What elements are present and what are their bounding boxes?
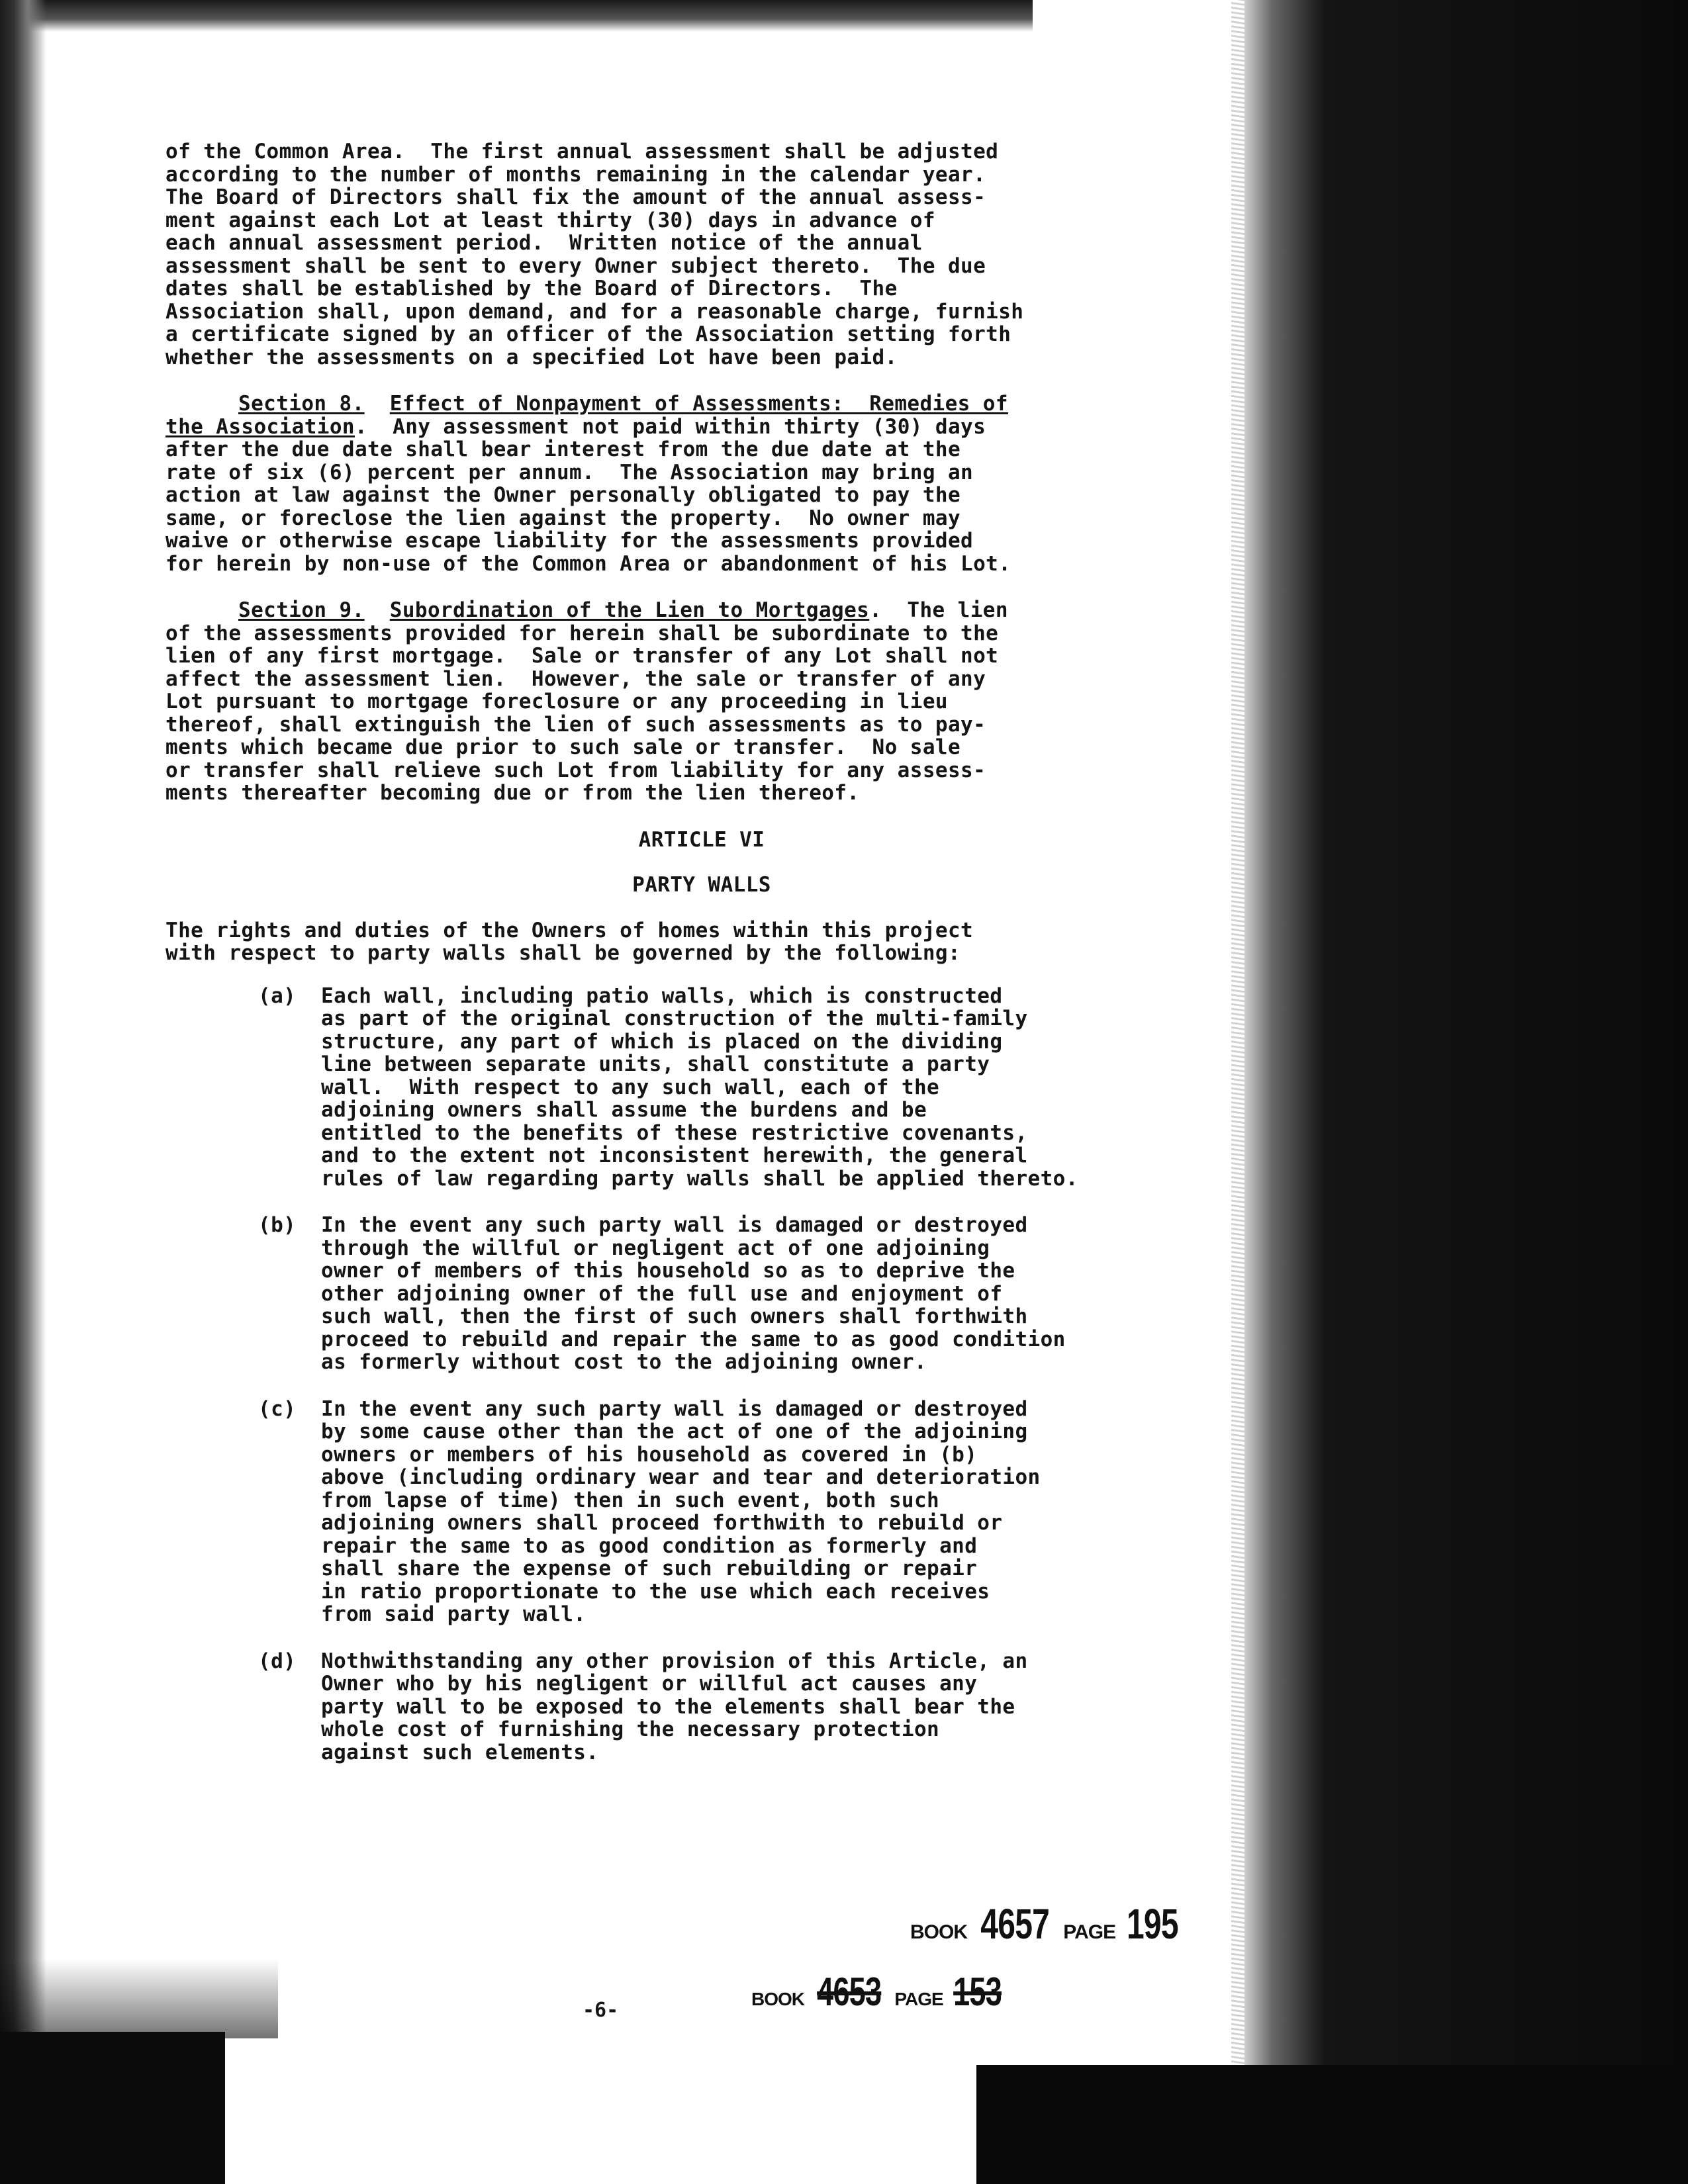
stamp-page-label: PAGE: [1063, 1921, 1116, 1943]
provision-item: [258, 985, 1198, 1191]
scan-right-dark-band: [1244, 0, 1688, 2184]
struck-stamp-book-number: 4653: [817, 1970, 882, 2014]
section-8-title: Effect of Nonpayment of Assessments: Remedies of the Association: [165, 392, 1008, 439]
section-8-body: . Any assessment not paid within thirty (30) days after the due date shall bear interest from the due date at the rate of six (6) percent per annum. The Association may bring an action at law against the Owner personally obligated to pay the same, or foreclose the lien against the property. No owner may waive or otherwise escape liability for the assessments provided for herein by non-use of the Common Area or abandonment of his Lot.: [165, 414, 1011, 576]
provision-item: [258, 1650, 1198, 1764]
provision-text: In the event any such party wall is damaged or destroyed through the willful or negligent act of one adjoining owner of members of this household so as to deprive the other adjoining owner of the full use and enjoyment of such wall, then the first of such owners shall forthwith proceed to rebuild and repair the same to as good condition as formerly without cost to the adjoining owner.: [321, 1213, 1066, 1374]
article-title: PARTY WALLS: [632, 873, 771, 897]
provision-text: Each wall, including patio walls, which is constructed as part of the original construction of the multi-family structure, any part of which is placed on the dividing line between separate units, shall constitute a party wall. With respect to any such wall, each of the adjoining owners shall assume the burdens and be entitled to the benefits of these restrictive covenants, and to the extent not inconsistent herewith, the general rules of law regarding party walls shall be applied thereto.: [321, 983, 1078, 1191]
article-lead: The rights and duties of the Owners of homes within this project with respect to party walls shall be governed by the following:: [165, 918, 974, 965]
party-wall-provisions: [258, 985, 1198, 1764]
section-9-body: . The lien of the assessments provided for herein shall be subordinate to the lien of any first mortgage. Sale or transfer of any Lot shall not affect the assessment lien. However, the sale or transfer of any Lot pursuant to mortgage foreclosure or any proceeding in lieu thereof, shall extinguish the lien of such assessments as to pay- ments which became due prior to such sale or transfer. No sale or transfer shall relieve such Lot from liability for any assess- ments thereafter becoming due or from the lien thereof.: [165, 598, 1008, 805]
struck-book-page-stamp: [751, 1969, 1009, 2015]
page-number: -6-: [583, 1999, 619, 2022]
section-9-number: Section 9.: [238, 598, 365, 622]
stamp-book-label: BOOK: [910, 1921, 967, 1943]
article-heading: ARTICLE VI: [638, 827, 765, 852]
provision-label: (b): [258, 1213, 297, 1237]
scan-bottom-left-block: [0, 2032, 225, 2184]
scan-left-edge: [0, 0, 46, 2184]
struck-stamp-page-number: 153: [953, 1970, 1002, 2014]
provision-item: [258, 1214, 1198, 1374]
stamp-page-number: 195: [1126, 1900, 1178, 1948]
stamp-book-number: 4657: [980, 1900, 1050, 1948]
book-page-stamp: [910, 1899, 1186, 1948]
provision-text: In the event any such party wall is damaged or destroyed by some cause other than the act of one of the adjoining owners or members of his household as covered in (b) above (including ordinary wear and tear and deterioration from lapse of time) then in such event, both such adjoining owners shall proceed forthwith to rebuild or repair the same to as good condition as formerly and shall share the expense of such rebuilding or repair in ratio proportionate to the use which each receives from said party wall.: [321, 1396, 1041, 1626]
section-8-number: Section 8.: [238, 392, 365, 416]
document-body: [165, 140, 1198, 1788]
scan-bottom-right-block: [976, 2065, 1688, 2184]
provision-label: (c): [258, 1396, 297, 1421]
section-8-paragraph: [165, 392, 1198, 575]
section-9-title: Subordination of the Lien to Mortgages: [389, 598, 870, 622]
provision-label: (a): [258, 983, 297, 1008]
scan-top-edge: [0, 0, 1033, 32]
struck-stamp-page-label: PAGE: [894, 1989, 943, 2009]
scan-bottom-left-fade: [0, 1959, 278, 2038]
intro-paragraph: of the Common Area. The first annual assessment shall be adjusted according to the number of months remaining in the calendar year. The Board of Directors shall fix the amount of the annual assess- ment against each Lot at least thirty (30) days in advance of each annual assessment period. Written notice of the annual assessment shall be sent to every Owner subject thereto. The due dates shall be established by the Board of Directors. The Association shall, upon demand, and for a reasonable charge, furnish a certificate signed by an officer of the Association setting forth whether the assessments on a specified Lot have been paid.: [165, 140, 1024, 369]
provision-item: [258, 1398, 1198, 1626]
provision-label: (d): [258, 1649, 297, 1673]
provision-text: Nothwithstanding any other provision of this Article, an Owner who by his negligent or willful act causes any party wall to be exposed to the elements shall bear the whole cost of furnishing the necessary protection against such elements.: [321, 1649, 1028, 1764]
section-9-paragraph: [165, 599, 1198, 805]
struck-stamp-book-label: BOOK: [751, 1989, 804, 2009]
